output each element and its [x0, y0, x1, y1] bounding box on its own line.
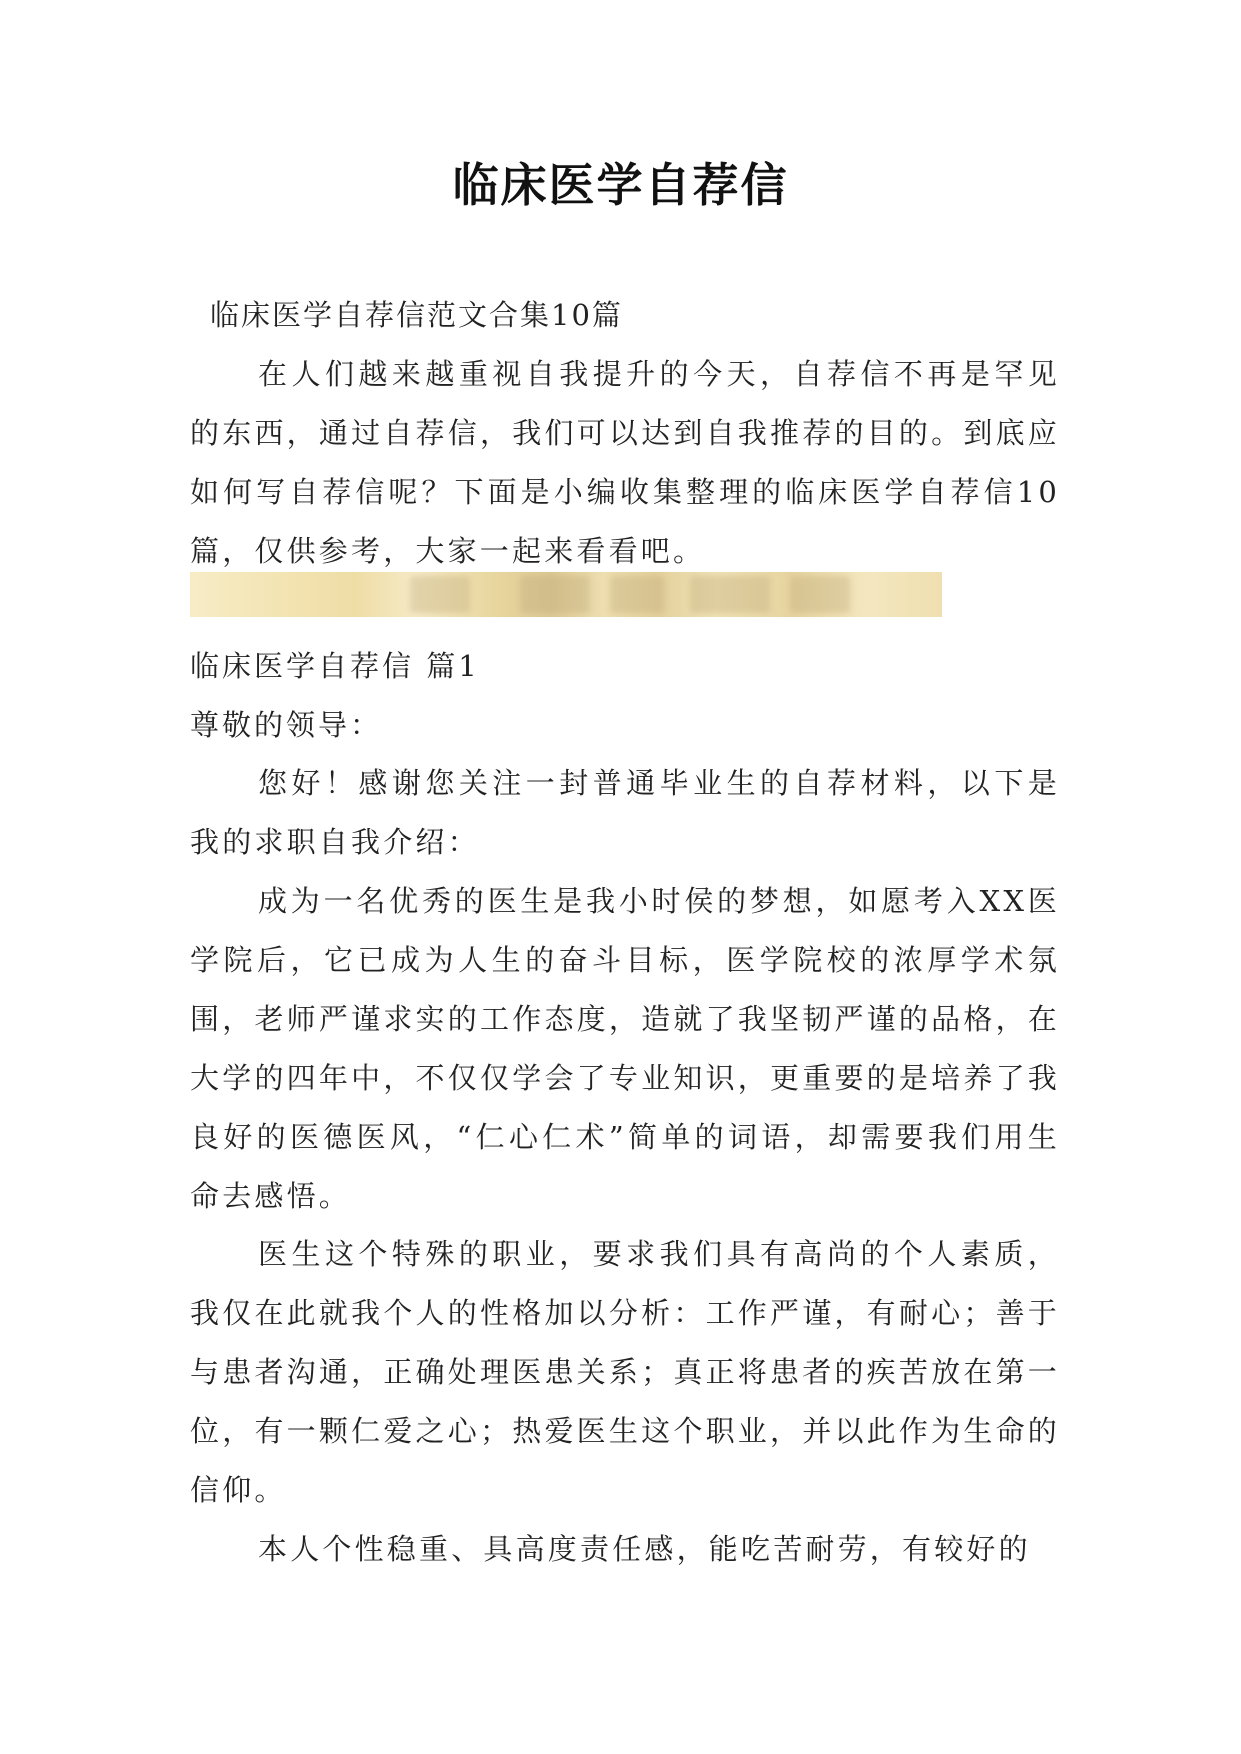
section-heading: 临床医学自荐信 篇1 [190, 649, 480, 683]
body-paragraph: 医生这个特殊的职业，要求我们具有高尚的个人素质，我仅在此就我个人的性格加以分析：工作严谨，有耐心；善于与患者沟通，正确处理医患关系；真正将患者的疾苦放在第一位，有一颗仁爱之心；热爱医生这个职业，并以此作为生命的信仰。 [190, 1237, 1060, 1507]
decorative-banner-image [190, 572, 942, 617]
document-subtitle: 临床医学自荐信范文合集10篇 [210, 298, 623, 332]
body-paragraph: 您好！感谢您关注一封普通毕业生的自荐材料，以下是我的求职自我介绍： [190, 766, 1060, 859]
body-paragraph: 本人个性稳重、具高度责任感，能吃苦耐劳，有较好的 [258, 1532, 1031, 1566]
salutation: 尊敬的领导： [190, 708, 383, 742]
document-title: 临床医学自荐信 [452, 158, 789, 212]
intro-paragraph: 在人们越来越重视自我提升的今天，自荐信不再是罕见的东西，通过自荐信，我们可以达到自我推荐的目的。到底应如何写自荐信呢？下面是小编收集整理的临床医学自荐信10篇，仅供参考，大家一起来看看吧。 [190, 357, 1060, 568]
body-paragraph: 成为一名优秀的医生是我小时侯的梦想，如愿考入XX医学院后，它已成为人生的奋斗目标，医学院校的浓厚学术氛围，老师严谨求实的工作态度，造就了我坚韧严谨的品格，在大学的四年中，不仅仅学会了专业知识，更重要的是培养了我良好的医德医风，“仁心仁术”简单的词语，却需要我们用生命去感悟。 [190, 884, 1060, 1213]
